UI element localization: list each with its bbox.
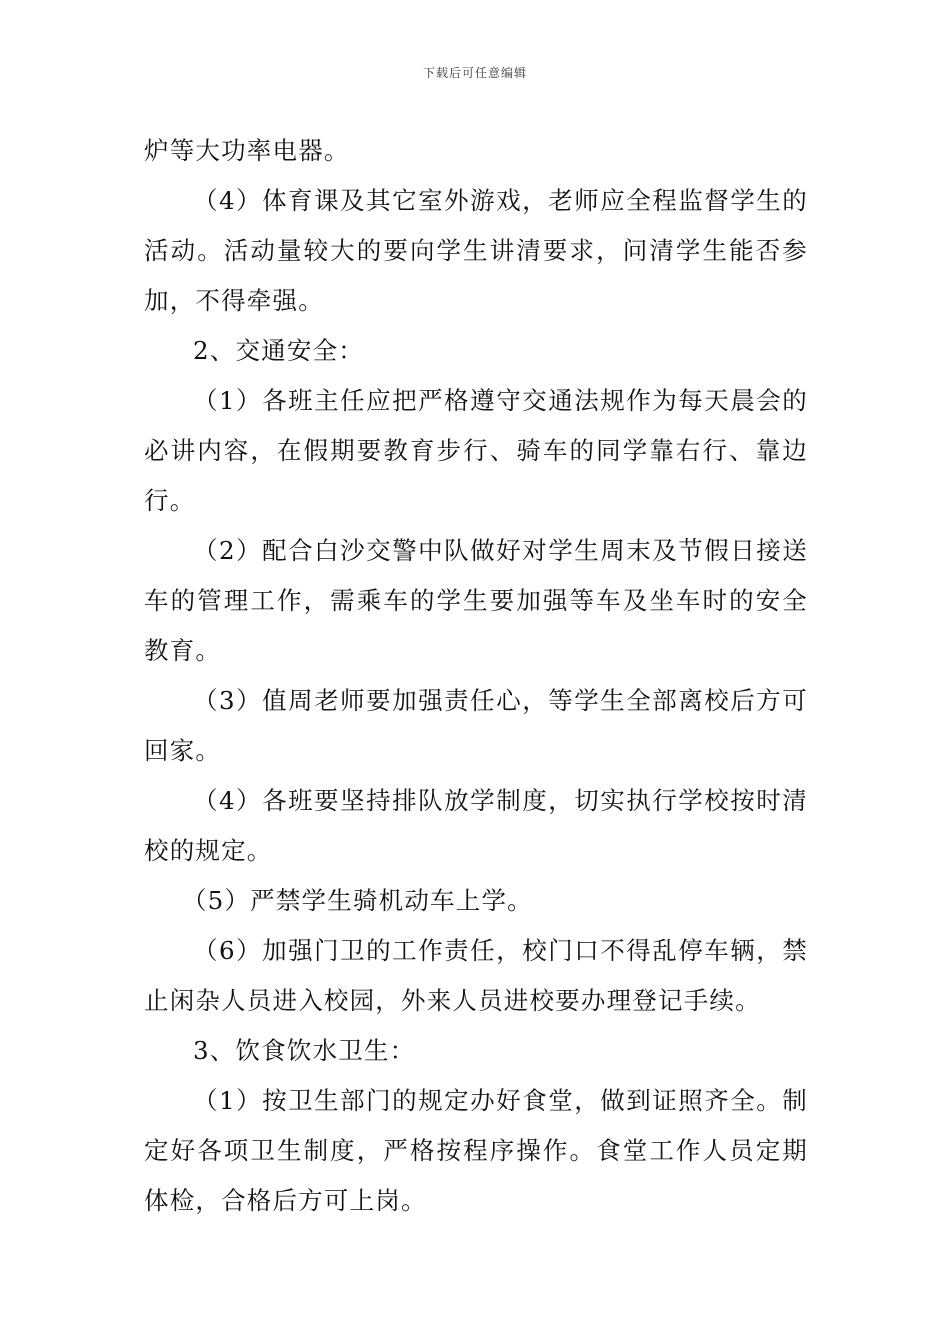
paragraph-continuation: 炉等大功率电器。 (144, 136, 350, 165)
document-body (144, 126, 808, 1226)
section-heading-food-water: 3、饮食饮水卫生： (193, 1036, 416, 1065)
paragraph-no-motor-vehicles: （5）严禁学生骑机动车上学。 (181, 886, 533, 915)
paragraph-pe-class-supervision: （4）体育课及其它室外游戏，老师应全程监督学生的活动。活动量较大的要向学生讲清要求，问清学生能否参加，不得牵强。 (144, 186, 808, 315)
page-header-note: 下载后可任意编辑 (422, 66, 527, 80)
section-heading-traffic-safety: 2、交通安全： (193, 336, 364, 365)
paragraph-dismissal: （4）各班要坚持排队放学制度，切实执行学校按时清校的规定。 (144, 786, 808, 865)
paragraph-duty-teacher: （3）值周老师要加强责任心，等学生全部离校后方可回家。 (144, 686, 808, 765)
paragraph-gatekeeper: （6）加强门卫的工作责任，校门口不得乱停车辆，禁止闲杂人员进入校园，外来人员进校要办理登记手续。 (144, 936, 808, 1015)
paragraph-traffic-rules: （1）各班主任应把严格遵守交通法规作为每天晨会的必讲内容，在假期要教育步行、骑车的同学靠右行、靠边行。 (144, 386, 808, 515)
paragraph-canteen: （1）按卫生部门的规定办好食堂，做到证照齐全。制定好各项卫生制度，严格按程序操作。食堂工作人员定期体检，合格后方可上岗。 (144, 1086, 808, 1215)
paragraph-traffic-police: （2）配合白沙交警中队做好对学生周末及节假日接送车的管理工作，需乘车的学生要加强等车及坐车时的安全教育。 (144, 536, 808, 665)
